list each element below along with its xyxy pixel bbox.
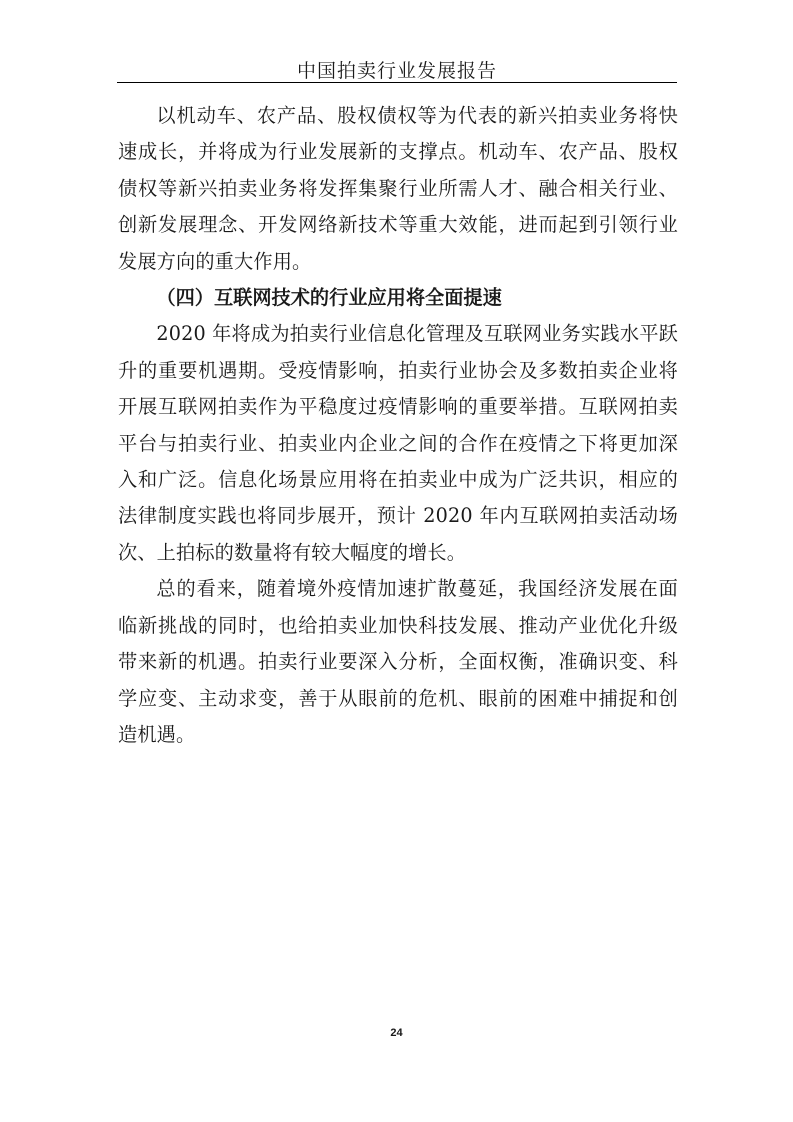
page-number: 24 [390, 1027, 403, 1039]
body-paragraph: 总的看来，随着境外疫情加速扩散蔓延，我国经济发展在面临新挑战的同时，也给拍卖业加快科技发展、推动产业优化升级带来新的机遇。拍卖行业要深入分析，全面权衡，准确识变、科学应变、主动求变，善于从眼前的危机、眼前的困难中捕捉和创造机遇。 [118, 577, 678, 746]
page-body [118, 98, 678, 753]
page-header [117, 54, 677, 83]
header-title: 中国拍卖行业发展报告 [296, 60, 497, 82]
section-heading: （四）互联网技术的行业应用将全面提速 [156, 286, 502, 310]
body-paragraph: 以机动车、农产品、股权债权等为代表的新兴拍卖业务将快速成长，并将成为行业发展新的支撑点。机动车、农产品、股权债权等新兴拍卖业务将发挥集聚行业所需人才、融合相关行业、创新发展理念、开发网络新技术等重大效能，进而起到引领行业发展方向的重大作用。 [118, 104, 678, 273]
body-paragraph: 2020 年将成为拍卖行业信息化管理及互联网业务实践水平跃升的重要机遇期。受疫情影响，拍卖行业协会及多数拍卖企业将开展互联网拍卖作为平稳度过疫情影响的重要举措。互联网拍卖平台与拍卖行业、拍卖业内企业之间的合作在疫情之下将更加深入和广泛。信息化场景应用将在拍卖业中成为广泛共识，相应的法律制度实践也将同步展开，预计 2020 年内互联网拍卖活动场次、上拍标的数量将有较大幅度的增长。 [118, 322, 678, 564]
